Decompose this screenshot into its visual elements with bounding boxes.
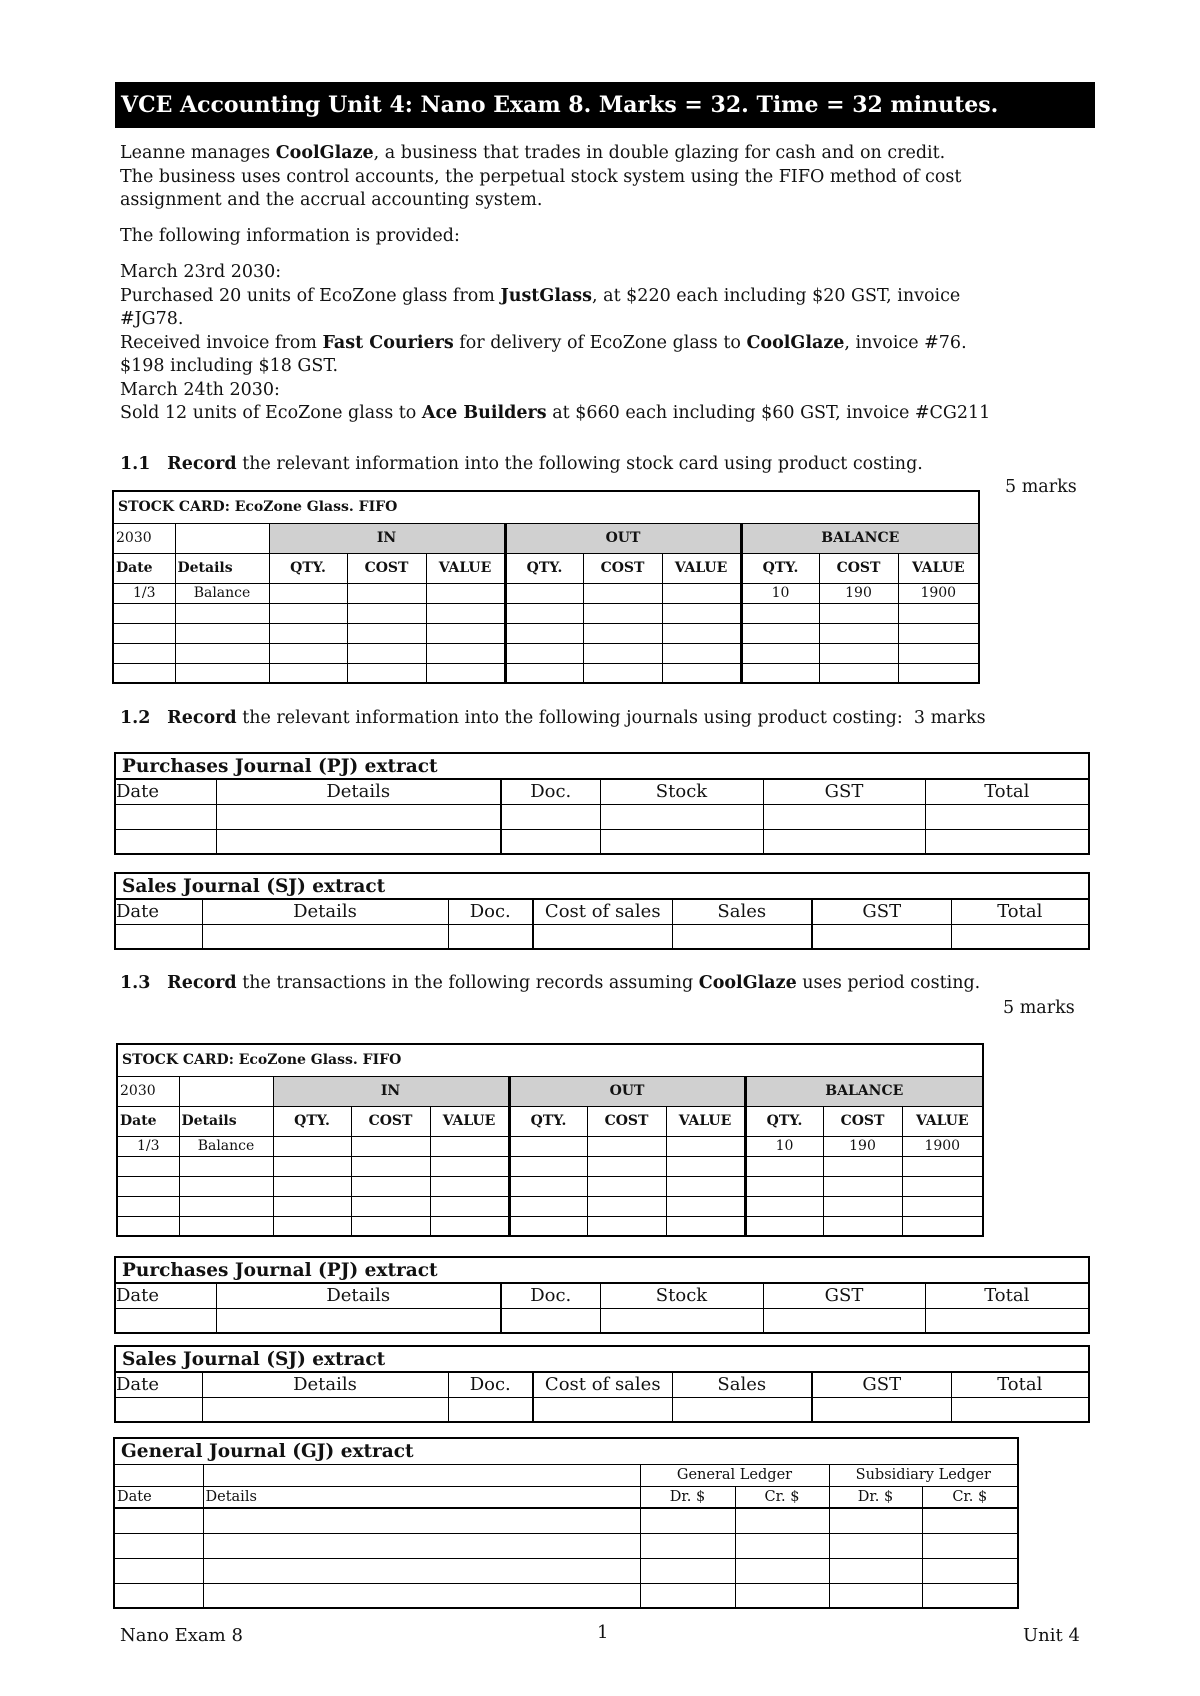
col-bal-cost: COST (823, 1106, 902, 1136)
table-row[interactable] (115, 1308, 1089, 1333)
business-name: CoolGlaze (698, 973, 797, 993)
col-in-qty: QTY. (273, 1106, 351, 1136)
col-stock: Stock (600, 1283, 763, 1308)
event-text: at $660 each including $60 GST, invoice #CG211 (546, 403, 991, 423)
col-date: Date (115, 899, 202, 924)
col-bal-cost: COST (819, 553, 898, 583)
question-verb: Record (167, 708, 237, 728)
business-name: CoolGlaze (746, 332, 845, 353)
question-verb: Record (167, 454, 237, 474)
stock-card-balance-header: BALANCE (741, 523, 979, 553)
col-date: Date (115, 779, 216, 804)
event-text: Purchased 20 units of EcoZone glass from (120, 285, 501, 306)
empty-cell[interactable] (430, 1136, 509, 1156)
col-total: Total (951, 899, 1089, 924)
intro-line-3: assignment and the accrual accounting system. (120, 190, 543, 210)
col-doc: Doc. (448, 1372, 533, 1397)
table-row (113, 583, 979, 603)
col-total: Total (925, 779, 1089, 804)
row-date: 1/3 (113, 583, 175, 603)
event-purchase (120, 285, 990, 309)
sales-journal (114, 872, 1090, 950)
table-row[interactable] (113, 643, 979, 663)
table-row (117, 1136, 983, 1156)
stock-card-out-header: OUT (505, 523, 741, 553)
col-gst: GST (812, 899, 951, 924)
col-gst: GST (763, 1283, 925, 1308)
event-text: , invoice #76. (844, 332, 967, 353)
supplier-name: JustGlass (500, 285, 593, 306)
info-heading: The following information is provided: (120, 226, 460, 246)
col-date: Date (117, 1106, 179, 1136)
event-date-1: March 23rd 2030: (120, 262, 282, 282)
question-text: uses period costing. (796, 973, 981, 993)
col-details: Details (202, 899, 448, 924)
general-journal-caption: General Journal (GJ) extract (114, 1438, 1018, 1464)
general-ledger-header: General Ledger (640, 1464, 829, 1486)
sales-journal-period (114, 1345, 1090, 1423)
col-sl-dr: Dr. $ (829, 1486, 922, 1508)
footer-right: Unit 4 (1023, 1625, 1080, 1646)
col-in-value: VALUE (426, 553, 505, 583)
stock-card-in-header: IN (269, 523, 505, 553)
col-in-value: VALUE (430, 1106, 509, 1136)
col-stock: Stock (600, 779, 763, 804)
question-text: the transactions in the following records assuming (236, 973, 699, 993)
col-doc: Doc. (501, 779, 600, 804)
col-date: Date (114, 1486, 203, 1508)
sales-journal-caption: Sales Journal (SJ) extract (115, 1346, 1089, 1372)
table-row[interactable] (114, 1508, 1018, 1533)
col-details: Details (216, 779, 501, 804)
col-total: Total (925, 1283, 1089, 1308)
col-out-cost: COST (583, 553, 662, 583)
event-date-2: March 24th 2030: (120, 379, 280, 400)
stock-card-out-header: OUT (509, 1076, 745, 1106)
stock-card-caption: STOCK CARD: EcoZone Glass. FIFO (117, 1044, 983, 1076)
stock-card-product (112, 490, 980, 684)
stock-card-blank (175, 523, 269, 553)
table-row[interactable] (114, 1583, 1018, 1608)
stock-card-caption: STOCK CARD: EcoZone Glass. FIFO (113, 491, 979, 523)
intro-text: , a business that trades in double glazing for cash and on credit. (373, 143, 946, 163)
table-row[interactable] (113, 623, 979, 643)
empty-cell[interactable] (587, 1136, 666, 1156)
event-text: , at $220 each including $20 GST, invoice (592, 285, 961, 306)
col-bal-value: VALUE (902, 1106, 983, 1136)
purchases-journal-period (114, 1256, 1090, 1334)
col-gl-cr: Cr. $ (735, 1486, 829, 1508)
gj-blank (114, 1464, 203, 1486)
col-bal-value: VALUE (898, 553, 979, 583)
col-in-qty: QTY. (269, 553, 347, 583)
row-bal-qty: 10 (741, 583, 819, 603)
stock-card-year: 2030 (113, 523, 175, 553)
row-details: Balance (179, 1136, 273, 1156)
row-details: Balance (175, 583, 269, 603)
event-text: Received invoice from (120, 332, 323, 353)
intro-paragraph (120, 142, 961, 213)
business-name: CoolGlaze (275, 143, 374, 163)
purchases-journal-caption: Purchases Journal (PJ) extract (115, 1257, 1089, 1283)
empty-cell[interactable] (273, 1136, 351, 1156)
footer-page-number: 1 (597, 1622, 609, 1643)
courier-name: Fast Couriers (322, 332, 454, 353)
intro-line-2: The business uses control accounts, the perpetual stock system using the FIFO method of cost (120, 166, 962, 187)
col-out-cost: COST (587, 1106, 666, 1136)
col-doc: Doc. (448, 899, 533, 924)
col-bal-qty: QTY. (741, 553, 819, 583)
col-cost-of-sales: Cost of sales (533, 899, 672, 924)
row-bal-cost: 190 (819, 583, 898, 603)
table-row[interactable] (117, 1156, 983, 1176)
table-row[interactable] (117, 1196, 983, 1216)
sales-journal-caption: Sales Journal (SJ) extract (115, 873, 1089, 899)
event-sale (120, 402, 990, 426)
col-details: Details (216, 1283, 501, 1308)
gj-blank (203, 1464, 640, 1486)
col-out-value: VALUE (666, 1106, 745, 1136)
table-row[interactable] (113, 663, 979, 683)
empty-cell[interactable] (666, 1136, 745, 1156)
table-row[interactable] (115, 1397, 1089, 1422)
col-out-qty: QTY. (509, 1106, 587, 1136)
table-row[interactable] (114, 1558, 1018, 1583)
col-details: Details (179, 1106, 273, 1136)
event-text: Sold 12 units of EcoZone glass to (120, 403, 422, 423)
question-1-1 (120, 452, 923, 476)
col-details: Details (175, 553, 269, 583)
question-1-2-marks: 3 marks (913, 708, 986, 728)
footer-left: Nano Exam 8 (120, 1625, 243, 1646)
stock-card-in-header: IN (273, 1076, 509, 1106)
table-row[interactable] (115, 924, 1089, 949)
col-cost-of-sales: Cost of sales (533, 1372, 672, 1397)
intro-text: Leanne manages (120, 143, 276, 163)
question-1-1-marks: 5 marks (1005, 477, 1077, 497)
event-text: for delivery of EcoZone glass to (453, 332, 747, 353)
event-purchase-ref: #JG78. (120, 309, 184, 329)
stock-card-period (116, 1043, 984, 1237)
empty-cell[interactable] (347, 583, 426, 603)
empty-cell[interactable] (426, 583, 505, 603)
row-bal-qty: 10 (745, 1136, 823, 1156)
stock-card-balance-header: BALANCE (745, 1076, 983, 1106)
col-date: Date (113, 553, 175, 583)
table-row[interactable] (117, 1176, 983, 1196)
event-freight-amount: $198 including $18 GST. (120, 356, 339, 376)
stock-card-blank (179, 1076, 273, 1106)
empty-cell[interactable] (269, 583, 347, 603)
col-gst: GST (812, 1372, 951, 1397)
col-in-cost: COST (347, 553, 426, 583)
question-1-3 (120, 971, 980, 995)
customer-name: Ace Builders (421, 403, 547, 423)
empty-cell[interactable] (509, 1136, 587, 1156)
question-number: 1.1 (120, 454, 151, 474)
col-sales: Sales (672, 899, 812, 924)
col-details: Details (203, 1486, 640, 1508)
general-journal (113, 1437, 1019, 1609)
empty-cell[interactable] (351, 1136, 430, 1156)
col-sl-cr: Cr. $ (922, 1486, 1018, 1508)
row-bal-value: 1900 (898, 583, 979, 603)
question-number: 1.3 (120, 973, 151, 993)
subsidiary-ledger-header: Subsidiary Ledger (829, 1464, 1018, 1486)
col-sales: Sales (672, 1372, 812, 1397)
col-out-qty: QTY. (505, 553, 583, 583)
question-text: the relevant information into the following journals using product costing: (236, 708, 903, 728)
question-verb: Record (167, 973, 237, 993)
table-row[interactable] (114, 1533, 1018, 1558)
col-bal-qty: QTY. (745, 1106, 823, 1136)
empty-cell[interactable] (662, 583, 741, 603)
purchases-journal (114, 752, 1090, 855)
table-row[interactable] (115, 804, 1089, 829)
question-1-3-marks: 5 marks (1003, 998, 1075, 1018)
col-date: Date (115, 1372, 202, 1397)
col-date: Date (115, 1283, 216, 1308)
col-in-cost: COST (351, 1106, 430, 1136)
table-row[interactable] (115, 829, 1089, 854)
table-row[interactable] (113, 603, 979, 623)
col-details: Details (202, 1372, 448, 1397)
table-row[interactable] (117, 1216, 983, 1236)
events-block (120, 261, 990, 426)
row-date: 1/3 (117, 1136, 179, 1156)
page-title: VCE Accounting Unit 4: Nano Exam 8. Marks = 32. Time = 32 minutes. (115, 82, 1095, 128)
stock-card-year: 2030 (117, 1076, 179, 1106)
question-1-2 (120, 706, 986, 730)
col-gl-dr: Dr. $ (640, 1486, 735, 1508)
empty-cell[interactable] (583, 583, 662, 603)
col-gst: GST (763, 779, 925, 804)
col-out-value: VALUE (662, 553, 741, 583)
question-text: the relevant information into the following stock card using product costing. (236, 454, 923, 474)
row-bal-value: 1900 (902, 1136, 983, 1156)
question-number: 1.2 (120, 708, 151, 728)
event-freight (120, 332, 990, 356)
col-total: Total (951, 1372, 1089, 1397)
col-doc: Doc. (501, 1283, 600, 1308)
empty-cell[interactable] (505, 583, 583, 603)
intro-line-1 (120, 142, 961, 166)
purchases-journal-caption: Purchases Journal (PJ) extract (115, 753, 1089, 779)
row-bal-cost: 190 (823, 1136, 902, 1156)
